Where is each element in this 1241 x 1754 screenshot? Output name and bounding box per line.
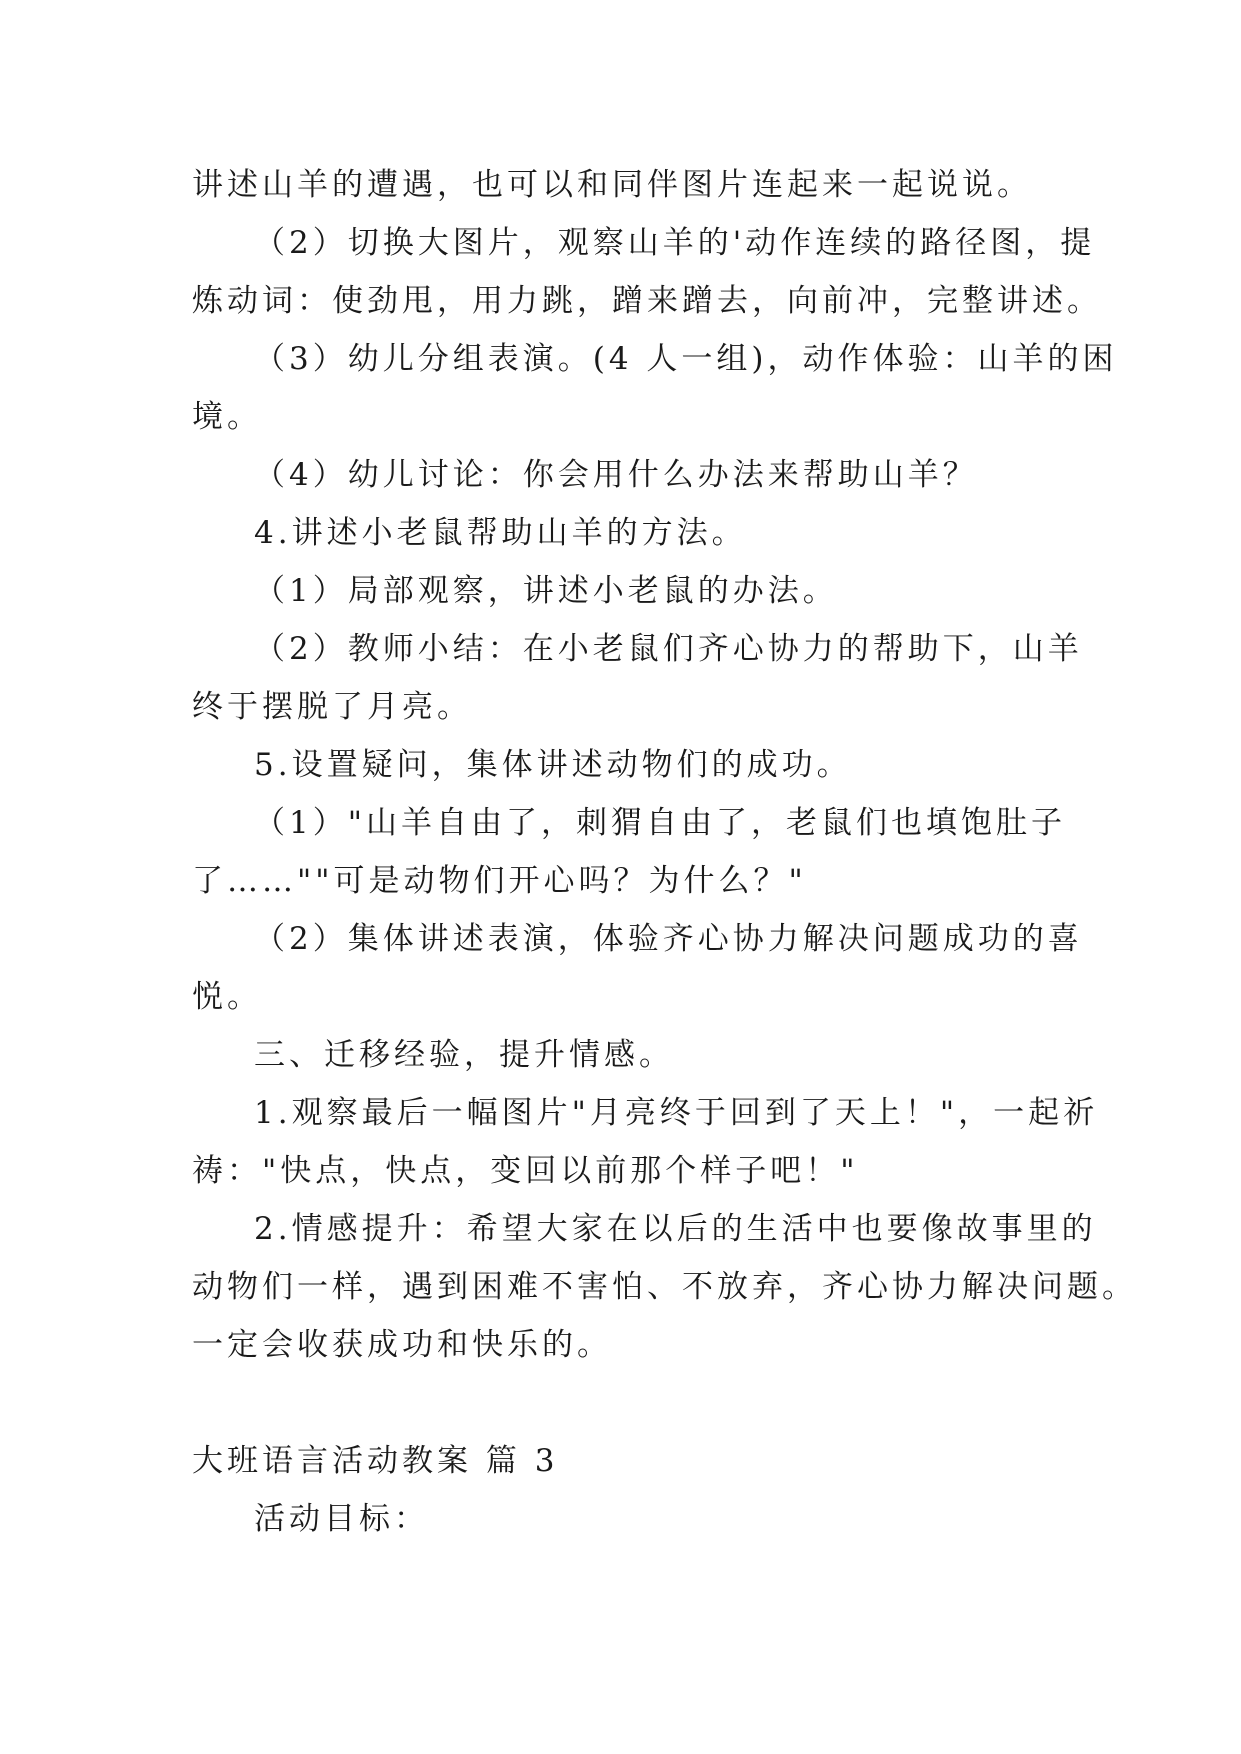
text-line: （1）局部观察，讲述小老鼠的办法。: [254, 573, 838, 609]
text-line: 2.情感提升：希望大家在以后的生活中也要像故事里的: [254, 1211, 1097, 1247]
section-spacer: [192, 1374, 1052, 1432]
paragraph-block: [192, 156, 1137, 1374]
text-line: 三、迁移经验，提升情感。: [254, 1037, 674, 1073]
text-line: （3）幼儿分组表演。(4 人一组)，动作体验：山羊的困: [254, 341, 1118, 377]
text-line: （4）幼儿讨论：你会用什么办法来帮助山羊？: [254, 457, 978, 493]
text-line: 炼动词：使劲甩，用力跳，蹭来蹭去，向前冲，完整讲述。: [192, 283, 1102, 319]
section-title: 大班语言活动教案 篇 3: [192, 1443, 559, 1479]
section-subheading: 活动目标：: [254, 1501, 429, 1537]
document-page: [192, 156, 1137, 1548]
text-line: （2）切换大图片，观察山羊的'动作连续的路径图，提: [254, 225, 1096, 261]
text-line: 祷："快点，快点，变回以前那个样子吧！": [192, 1153, 859, 1189]
text-line: 动物们一样，遇到困难不害怕、不放弃，齐心协力解决问题。: [192, 1269, 1137, 1305]
text-line: 5.设置疑问，集体讲述动物们的成功。: [254, 747, 852, 783]
text-line: （1）"山羊自由了，刺猬自由了，老鼠们也填饱肚子: [254, 805, 1066, 841]
text-line: 悦。: [192, 979, 262, 1015]
text-line: 1.观察最后一幅图片"月亮终于回到了天上！"，一起祈: [254, 1095, 1099, 1131]
text-line: 境。: [192, 399, 262, 435]
text-line: （2）集体讲述表演，体验齐心协力解决问题成功的喜: [254, 921, 1083, 957]
text-line: 终于摆脱了月亮。: [192, 689, 472, 725]
text-line: 了……""可是动物们开心吗？为什么？": [192, 863, 807, 899]
text-line: 讲述山羊的遭遇，也可以和同伴图片连起来一起说说。: [192, 167, 1032, 203]
text-line: （2）教师小结：在小老鼠们齐心协力的帮助下，山羊: [254, 631, 1083, 667]
text-line: 4.讲述小老鼠帮助山羊的方法。: [254, 515, 747, 551]
text-line: 一定会收获成功和快乐的。: [192, 1327, 612, 1363]
